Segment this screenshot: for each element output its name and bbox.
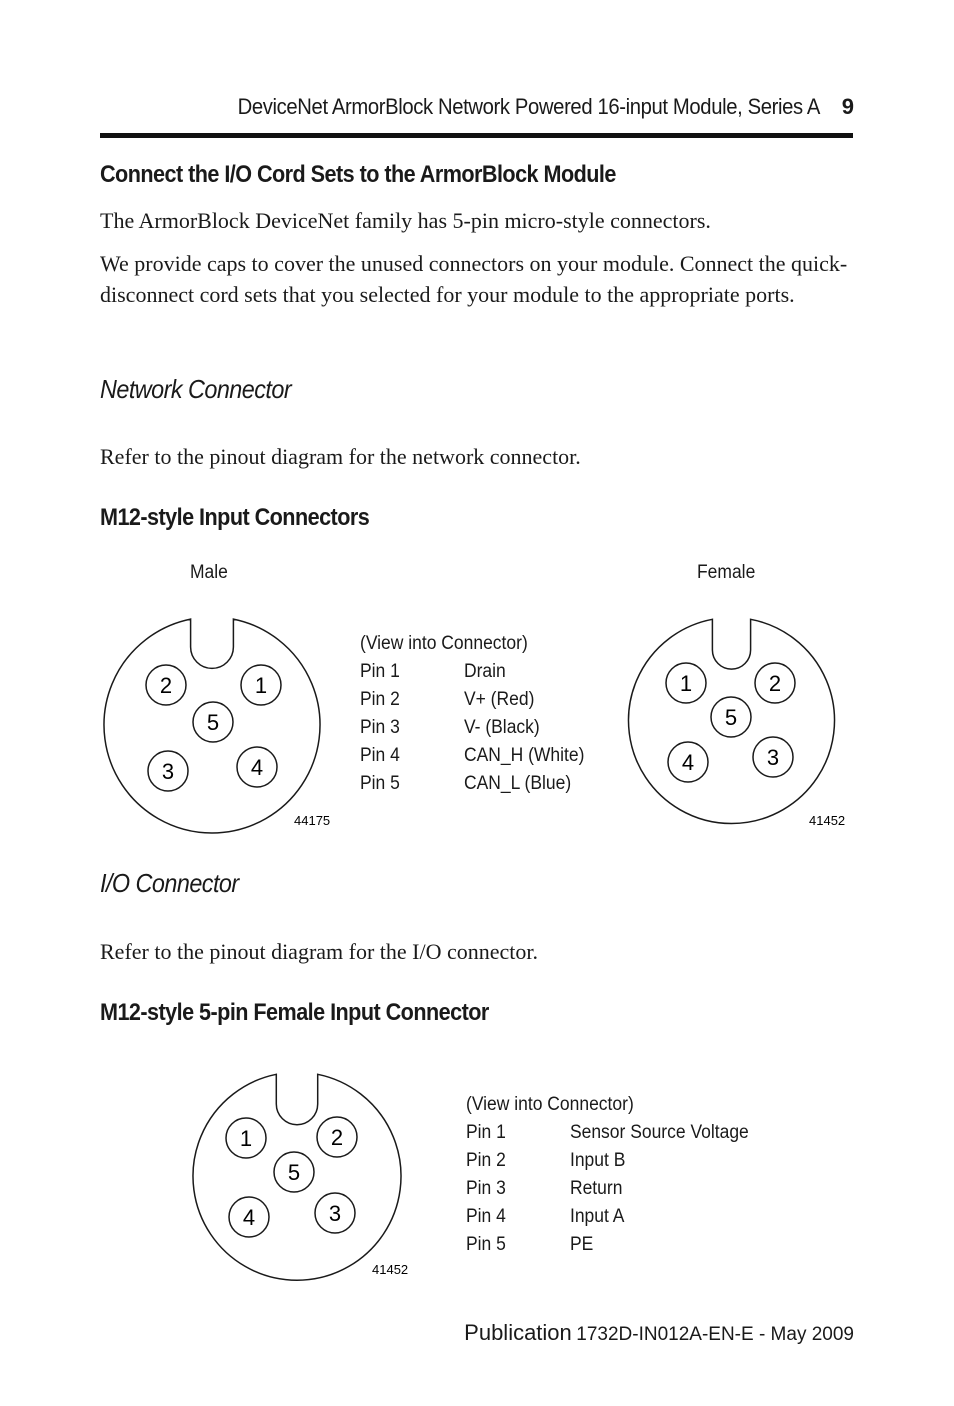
male-pin-3: 3 (161, 759, 175, 784)
io-female-connector-diagram (185, 1065, 425, 1290)
table-row: Pin 2 V+ (Red) (360, 689, 535, 710)
female-connector-diagram (620, 612, 860, 837)
publication-footer (464, 1320, 854, 1346)
male-figure-id: 44175 (294, 813, 331, 828)
caps-paragraph: We provide caps to cover the unused connectors on your module. Connect the quick-disconnect cord sets that you selected for your module to the appropriate ports. (100, 251, 848, 307)
page-number: 9 (841, 94, 854, 119)
male-pin-1: 1 (254, 673, 268, 698)
male-connector-diagram (100, 612, 340, 837)
female-pin-3: 3 (766, 745, 780, 770)
running-header-title: DeviceNet ArmorBlock Network Powered 16-input Module, Series A (237, 94, 820, 119)
table-row: Pin 4 CAN_H (White) (360, 745, 585, 766)
io-connector-text: Refer to the pinout diagram for the I/O connector. (100, 939, 539, 964)
network-connector-subheading: Network Connector (100, 374, 292, 404)
female-pin-4: 4 (681, 750, 695, 775)
io-connector-subheading: I/O Connector (100, 868, 239, 898)
female-figure-id: 41452 (809, 813, 846, 828)
network-view-note: (View into Connector) (360, 633, 528, 654)
female-pin-5: 5 (724, 705, 738, 730)
m12-input-connectors-heading: M12-style Input Connectors (100, 504, 370, 531)
io-figure-id: 41452 (372, 1262, 409, 1277)
io-pin-5: 5 (287, 1160, 301, 1185)
io-view-note: (View into Connector) (466, 1094, 634, 1115)
female-pin-2: 2 (768, 671, 782, 696)
header-rule (100, 133, 853, 138)
publication-label: Publication (464, 1320, 572, 1345)
m12-5pin-female-heading: M12-style 5-pin Female Input Connector (100, 999, 489, 1026)
publication-id: 1732D-IN012A-EN-E - May 2009 (576, 1324, 854, 1345)
network-pinout-table (360, 630, 584, 798)
table-row: Pin 3 Return (466, 1178, 623, 1199)
section-heading-cord-sets: Connect the I/O Cord Sets to the ArmorBlock Module (100, 161, 616, 188)
male-pin-5: 5 (206, 710, 220, 735)
table-row: Pin 3 V- (Black) (360, 717, 540, 738)
io-pin-4: 4 (242, 1205, 256, 1230)
io-pin-3: 3 (328, 1201, 342, 1226)
female-label: Female (697, 562, 756, 583)
table-row: Pin 2 Input B (466, 1150, 626, 1171)
io-pin-2: 2 (330, 1125, 344, 1150)
intro-paragraph: The ArmorBlock DeviceNet family has 5-pin micro-style connectors. (100, 208, 711, 233)
male-label: Male (190, 562, 228, 583)
table-row: Pin 1 Sensor Source Voltage (466, 1122, 749, 1143)
table-row: Pin 5 PE (466, 1234, 594, 1255)
table-row: Pin 4 Input A (466, 1206, 625, 1227)
female-pin-1: 1 (679, 671, 693, 696)
network-connector-text: Refer to the pinout diagram for the network connector. (100, 444, 581, 469)
io-pin-1: 1 (239, 1126, 253, 1151)
table-row: Pin 1 Drain (360, 661, 506, 682)
table-row: Pin 5 CAN_L (Blue) (360, 773, 572, 794)
male-pin-4: 4 (250, 755, 264, 780)
io-pinout-table (466, 1091, 749, 1259)
male-pin-2: 2 (159, 673, 173, 698)
